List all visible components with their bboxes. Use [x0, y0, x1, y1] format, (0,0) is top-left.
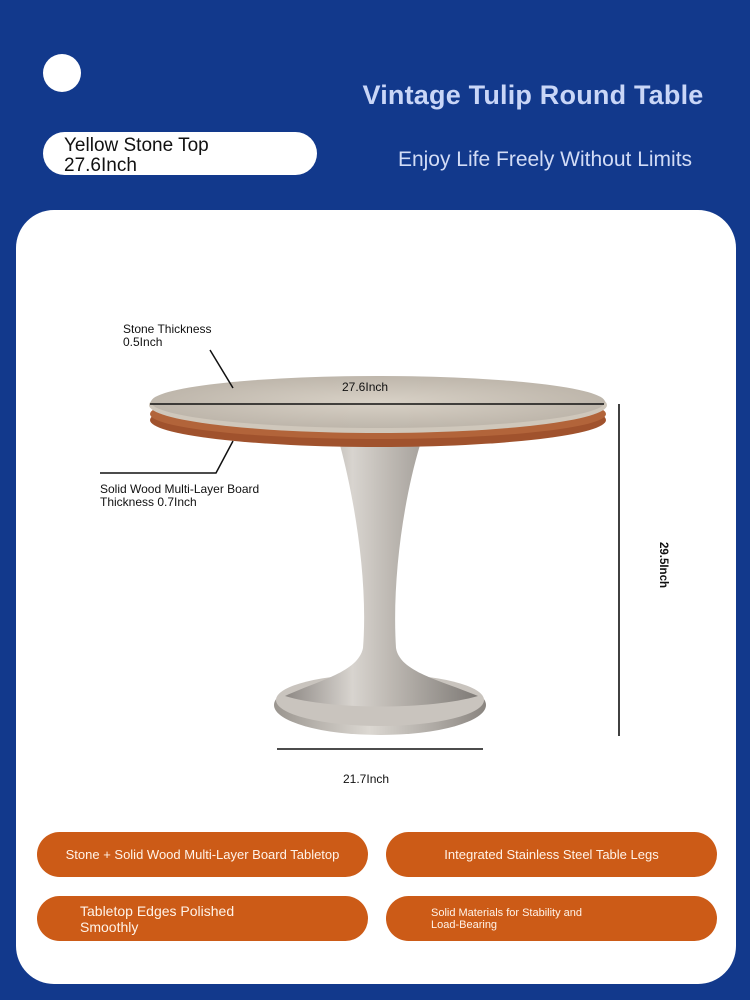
board-thickness-label	[100, 483, 259, 509]
stone-thickness-title: Stone Thickness	[123, 322, 212, 336]
feature-edges-text	[80, 903, 234, 935]
height-label: 29.5Inch	[657, 541, 669, 589]
board-leader-line	[100, 441, 233, 473]
board-label-title: Solid Wood Multi-Layer Board	[100, 482, 260, 496]
spec-badge-line2: 27.6Inch	[64, 155, 137, 176]
feature-legs	[386, 832, 717, 877]
base-width-label: 21.7Inch	[343, 772, 390, 786]
feature-legs-text: Integrated Stainless Steel Table Legs	[444, 847, 659, 862]
stone-thickness-label	[123, 323, 212, 349]
feature-edges	[37, 896, 368, 941]
feature-stability	[386, 896, 717, 941]
stone-thickness-value: 0.5Inch	[123, 335, 163, 349]
top-diameter-label: 27.6Inch	[342, 380, 389, 394]
table-base	[274, 445, 486, 735]
feature-tabletop	[37, 832, 368, 877]
feature-tabletop-text: Stone + Solid Wood Multi-Layer Board Tabletop	[65, 847, 340, 862]
feature-edges-line2: Smoothly	[80, 918, 139, 935]
stone-leader-line	[210, 350, 233, 388]
feature-stability-line2: Load-Bearing	[431, 918, 498, 931]
slogan: Enjoy Life Freely Without Limits	[397, 148, 693, 171]
page-title: Vintage Tulip Round Table	[362, 80, 704, 110]
feature-stability-text	[431, 907, 582, 931]
board-label-value: Thickness 0.7Inch	[100, 495, 197, 509]
feature-edges-line1: Tabletop Edges Polished	[80, 902, 235, 919]
spec-badge-line1: Yellow Stone Top	[64, 135, 209, 156]
feature-stability-line1: Solid Materials for Stability and	[431, 906, 583, 919]
